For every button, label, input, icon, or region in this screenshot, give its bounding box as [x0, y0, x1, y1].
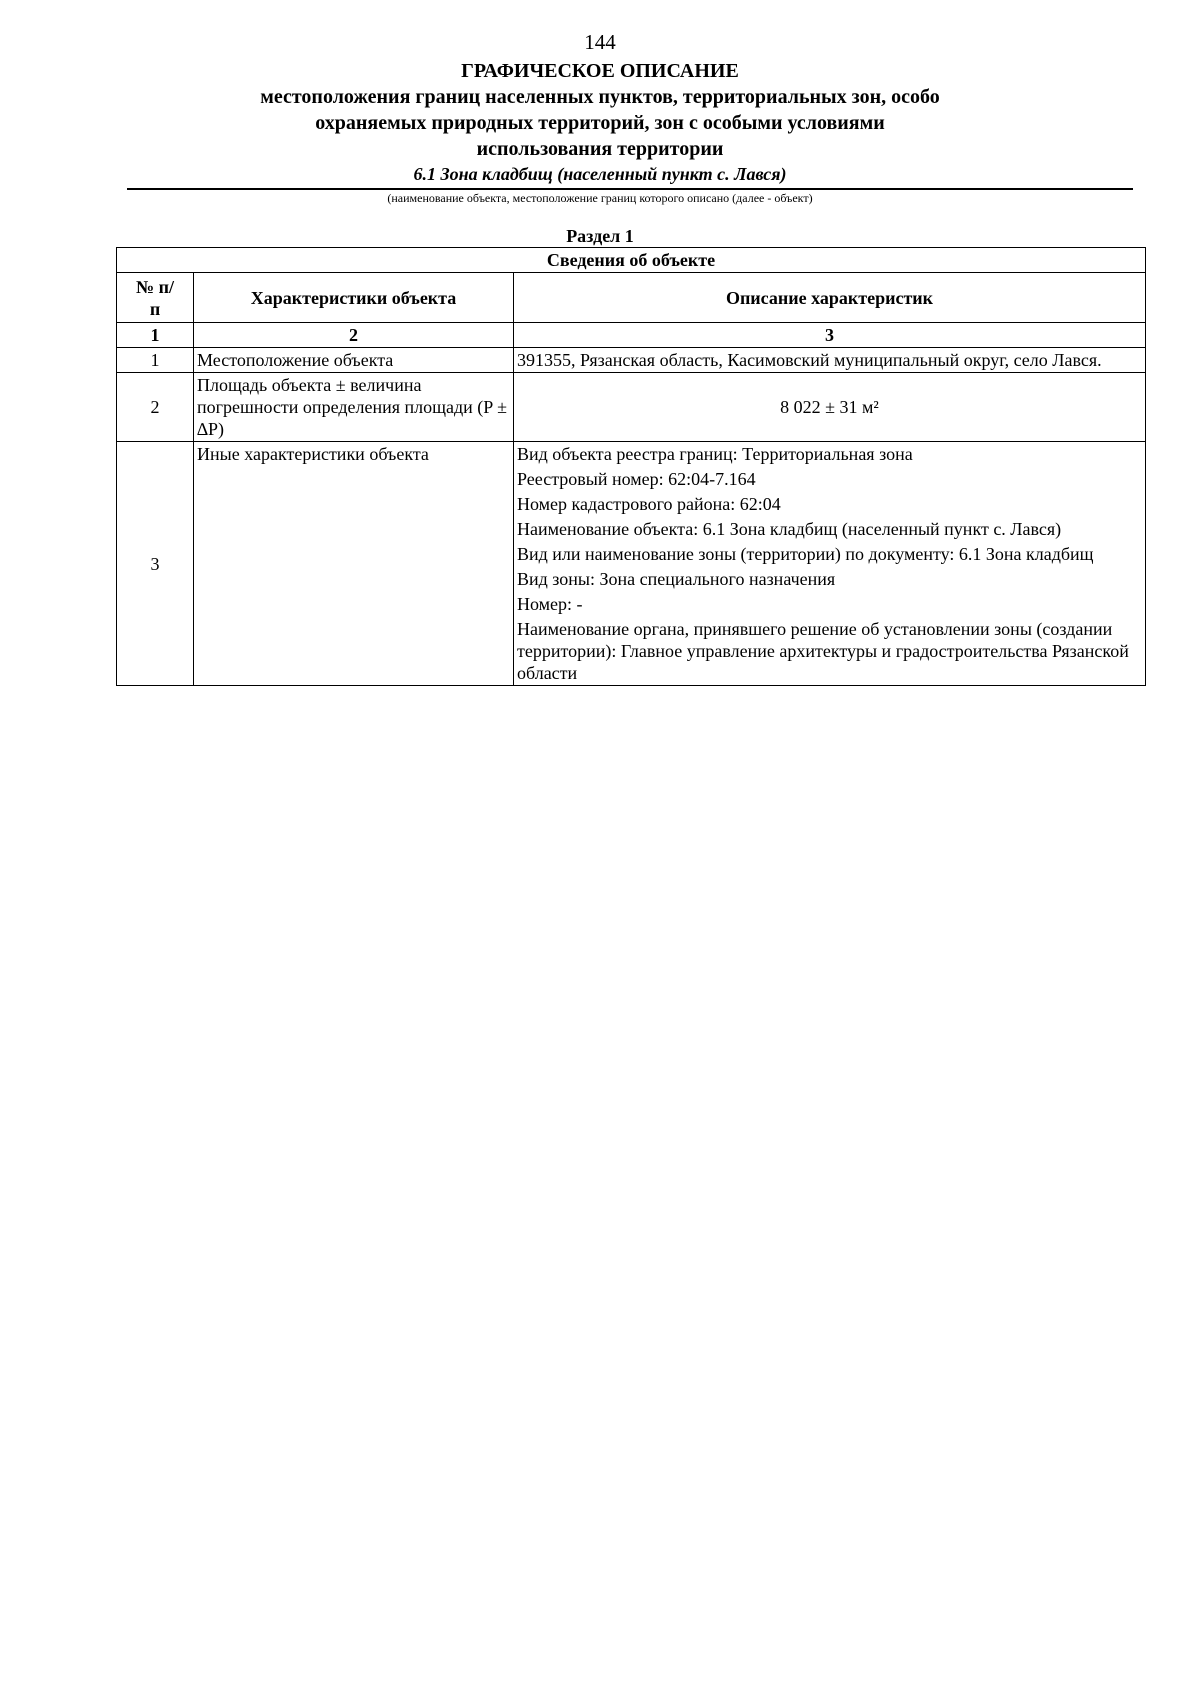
row-characteristic: Площадь объекта ± величина погрешности определения площади (P ± ∆P): [194, 373, 514, 442]
column-number-row: [117, 323, 1146, 348]
table-title-row: [117, 248, 1146, 273]
row-description: [514, 442, 1146, 686]
table-row: [117, 442, 1146, 686]
row-description: [514, 348, 1146, 373]
table-row: [117, 348, 1146, 373]
row-number: 3: [117, 442, 194, 686]
section-title: Раздел 1: [566, 226, 634, 246]
row-characteristic: Местоположение объекта: [194, 348, 514, 373]
column-number: 3: [514, 323, 1146, 348]
object-info-table: [116, 247, 1146, 686]
object-name-caption: (наименование объекта, местоположение границ которого описано (далее - объект): [387, 191, 813, 205]
document-header: [0, 58, 1200, 186]
column-header-description: Описание характеристик: [514, 273, 1146, 323]
description-line: Номер кадастрового района: 62:04: [517, 494, 781, 514]
document-subtitle: местоположения границ населенных пунктов, территориальных зон, особо охраняемых природных территорий, зон с особыми условиями использования территории: [260, 86, 940, 160]
description-line: 8 022 ± 31 м²: [780, 397, 879, 417]
object-name-underline: [127, 188, 1133, 190]
row-characteristic: Иные характеристики объекта: [194, 442, 514, 686]
description-line: Вид зоны: Зона специального назначения: [517, 569, 836, 589]
table-title: Сведения об объекте: [117, 248, 1146, 273]
description-line: Вид объекта реестра границ: Территориальная зона: [517, 444, 913, 464]
column-header-num: № п/п: [117, 273, 194, 323]
row-number: 1: [117, 348, 194, 373]
column-header-characteristic: Характеристики объекта: [194, 273, 514, 323]
table-row: [117, 373, 1146, 442]
description-line: Наименование объекта: 6.1 Зона кладбищ (населенный пункт с. Лався): [517, 519, 1062, 539]
row-number: 2: [117, 373, 194, 442]
object-name: 6.1 Зона кладбищ (населенный пункт с. Лався): [413, 164, 787, 184]
description-line: Реестровый номер: 62:04-7.164: [517, 469, 756, 489]
description-line: Вид или наименование зоны (территории) по документу: 6.1 Зона кладбищ: [517, 544, 1094, 564]
description-line: Наименование органа, принявшего решение об установлении зоны (создании территории): Главное управление архитектуры и градостроительства Рязанской области: [517, 619, 1129, 683]
page-number: 144: [584, 30, 616, 54]
column-number: 2: [194, 323, 514, 348]
description-line: 391355, Рязанская область, Касимовский муниципальный округ, село Лався.: [517, 350, 1102, 370]
document-title: ГРАФИЧЕСКОЕ ОПИСАНИЕ: [461, 60, 739, 82]
table-header-row: [117, 273, 1146, 323]
description-line: Номер: -: [517, 594, 583, 614]
row-description: [514, 373, 1146, 442]
column-number: 1: [117, 323, 194, 348]
